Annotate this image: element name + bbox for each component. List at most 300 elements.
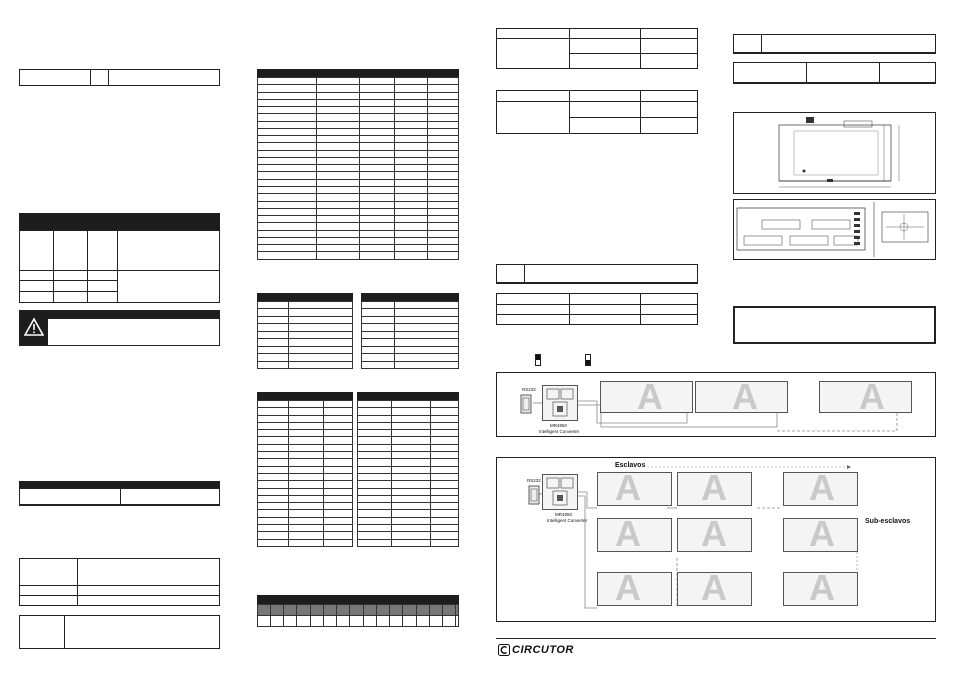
- table-cell: [456, 616, 459, 627]
- table-cell: [289, 466, 324, 473]
- table-cell: [358, 422, 392, 429]
- table-cell: [392, 466, 431, 473]
- table-cell: [258, 616, 271, 627]
- table-cell: [258, 473, 289, 480]
- rs232-label-2: RS232: [527, 478, 541, 483]
- table-cell: [392, 415, 431, 422]
- table-cell: [289, 437, 324, 444]
- table-row: [258, 437, 353, 444]
- table-cell: [360, 136, 395, 143]
- table-cell: [258, 316, 289, 323]
- table-cell: [358, 525, 392, 532]
- table-cell: [360, 99, 395, 106]
- table-cell: [358, 495, 392, 502]
- table-cell: [395, 107, 428, 114]
- table-cell: [258, 208, 317, 215]
- table-cell: [358, 473, 392, 480]
- table-cell: [317, 194, 360, 201]
- table-cell: [431, 539, 459, 546]
- table-cell: [360, 172, 395, 179]
- table-cell: [395, 128, 428, 135]
- device-1-letter: A: [637, 376, 663, 417]
- table-cell: [428, 85, 459, 92]
- table-cell: [258, 422, 289, 429]
- table-cell: [311, 616, 324, 627]
- table-cell: [362, 331, 395, 338]
- table-cell: [431, 532, 459, 539]
- table-cell: [395, 121, 428, 128]
- table-row: [358, 503, 459, 510]
- table-cell: [431, 525, 459, 532]
- table-c: [257, 400, 353, 547]
- table-row: [358, 488, 459, 495]
- table-row: [258, 208, 459, 215]
- table-b: [361, 301, 459, 369]
- table-cell: [358, 481, 392, 488]
- table-cell: [258, 230, 317, 237]
- table-cell: [395, 143, 428, 150]
- table-row: [358, 473, 459, 480]
- table-row: [258, 503, 353, 510]
- table-cell: [289, 324, 353, 331]
- table-cell: [258, 517, 289, 524]
- table-cell: [395, 99, 428, 106]
- table-cell: [395, 165, 428, 172]
- dip-switch-on-icon: [535, 354, 541, 366]
- table-row: [358, 466, 459, 473]
- table-cell: [428, 165, 459, 172]
- slave-device-8-letter: A: [701, 567, 727, 608]
- table-cell: [443, 605, 456, 616]
- table-cell: [431, 473, 459, 480]
- converter-model: MR4850: [550, 423, 568, 428]
- table-cell: [430, 616, 443, 627]
- table-cell: [258, 408, 289, 415]
- table-cell: [289, 532, 324, 539]
- table-cell: [324, 422, 353, 429]
- table-cell: [428, 78, 459, 85]
- table-cell: [324, 452, 353, 459]
- table-cell: [358, 466, 392, 473]
- table-j: [733, 62, 936, 84]
- table-cell: [289, 444, 324, 451]
- table-cell: [324, 510, 353, 517]
- table-row: [258, 114, 459, 121]
- table-cell: [362, 324, 395, 331]
- table-cell: [395, 230, 428, 237]
- table-cell: [258, 179, 317, 186]
- table-cell: [395, 92, 428, 99]
- table-cell: [392, 422, 431, 429]
- table-cell: [258, 157, 317, 164]
- table-cell: [350, 616, 364, 627]
- table-row: [258, 339, 353, 346]
- table-cell: [258, 430, 289, 437]
- table-cell: [395, 252, 428, 260]
- table-row: [258, 245, 459, 252]
- table-cell: [284, 616, 297, 627]
- table-cell: [428, 208, 459, 215]
- table-cell: [289, 517, 324, 524]
- warning-box: [19, 310, 220, 346]
- table-mid: [19, 488, 220, 506]
- subslaves-label: Sub-esclavos: [865, 518, 911, 525]
- table-cell: [317, 165, 360, 172]
- table-cell: [258, 172, 317, 179]
- table-cell: [258, 201, 317, 208]
- table-row: [258, 473, 353, 480]
- table-cell: [431, 430, 459, 437]
- table-cell: [258, 216, 317, 223]
- table-cell: [395, 78, 428, 85]
- table-cell: [324, 495, 353, 502]
- table-cell: [390, 605, 403, 616]
- bit-table-header: [257, 595, 459, 604]
- table-row: [258, 616, 459, 627]
- table-cell: [431, 510, 459, 517]
- table-cell: [362, 354, 395, 361]
- table-cell: [324, 605, 337, 616]
- table-cell: [428, 230, 459, 237]
- table-cell: [289, 503, 324, 510]
- table-h: [496, 293, 698, 325]
- table-cell: [324, 444, 353, 451]
- table-row: [258, 444, 353, 451]
- table-cell: [258, 252, 317, 260]
- table-cell: [428, 150, 459, 157]
- table-row: [362, 309, 459, 316]
- table-row: [258, 223, 459, 230]
- table-row: [358, 525, 459, 532]
- table-row: [258, 354, 353, 361]
- table-cell: [395, 354, 459, 361]
- table-cell: [428, 237, 459, 244]
- table-row: [358, 452, 459, 459]
- table-cell: [392, 473, 431, 480]
- table-cell: [360, 237, 395, 244]
- table-row: [358, 517, 459, 524]
- table-row: [358, 532, 459, 539]
- table-cell: [258, 143, 317, 150]
- table-row: [362, 361, 459, 369]
- table-cell: [358, 415, 392, 422]
- slave-device-3-letter: A: [809, 467, 835, 508]
- table-row: [258, 252, 459, 260]
- table-cell: [360, 92, 395, 99]
- table-cell: [289, 495, 324, 502]
- table-cell: [428, 136, 459, 143]
- table-c-header: [257, 392, 353, 400]
- table-cell: [358, 459, 392, 466]
- table-cell: [271, 616, 284, 627]
- table-cell: [431, 517, 459, 524]
- table-row: [258, 488, 353, 495]
- table-cell: [431, 488, 459, 495]
- table-row: [258, 121, 459, 128]
- table-b-header: [361, 293, 459, 301]
- table-cell: [297, 605, 311, 616]
- table-cell: [358, 517, 392, 524]
- table-cell: [395, 186, 428, 193]
- table-cell: [258, 128, 317, 135]
- table-cell: [428, 223, 459, 230]
- table-cell: [317, 245, 360, 252]
- table-cell: [431, 452, 459, 459]
- table-cell: [317, 237, 360, 244]
- table-cell: [358, 437, 392, 444]
- table-cell: [428, 99, 459, 106]
- table-row: [258, 466, 353, 473]
- converter-caption: Intelligent Converter: [539, 429, 580, 434]
- table-cell: [428, 143, 459, 150]
- table-cell: [360, 128, 395, 135]
- slave-device-5-letter: A: [701, 513, 727, 554]
- table-cell: [428, 107, 459, 114]
- table-row: [258, 401, 353, 408]
- table-cell: [289, 422, 324, 429]
- table-row: [358, 539, 459, 546]
- table-row: [258, 346, 353, 353]
- table-cell: [403, 616, 417, 627]
- table-cell: [317, 150, 360, 157]
- table-row: [362, 346, 459, 353]
- table-cell: [417, 605, 430, 616]
- table-cell: [392, 532, 431, 539]
- table-cell: [431, 503, 459, 510]
- table-row: [358, 444, 459, 451]
- table-cell: [317, 121, 360, 128]
- table-cell: [395, 223, 428, 230]
- table-cell: [324, 525, 353, 532]
- table-cell: [317, 186, 360, 193]
- table-cell: [395, 302, 459, 309]
- table-a-header: [257, 293, 353, 301]
- table-bottom: [19, 615, 220, 649]
- table-cell: [430, 605, 443, 616]
- table-cell: [258, 495, 289, 502]
- table-cell: [392, 510, 431, 517]
- table-row: [258, 331, 353, 338]
- table-cell: [395, 237, 428, 244]
- table-cell: [395, 136, 428, 143]
- table-cell: [289, 481, 324, 488]
- table-cell: [392, 517, 431, 524]
- table-cell: [258, 78, 317, 85]
- table-d-header: [357, 392, 459, 400]
- table-cell: [358, 408, 392, 415]
- table-row: [258, 539, 353, 546]
- table-cell: [360, 186, 395, 193]
- table-cell: [289, 361, 353, 369]
- table-cell: [395, 208, 428, 215]
- table-cell: [360, 143, 395, 150]
- table-cell: [431, 415, 459, 422]
- table-row: [258, 605, 459, 616]
- diagram-top: [496, 372, 936, 437]
- table-cell: [395, 157, 428, 164]
- table-cell: [317, 208, 360, 215]
- table-cell: [337, 605, 350, 616]
- table-cell: [392, 525, 431, 532]
- table-row: [258, 150, 459, 157]
- table-row: [362, 354, 459, 361]
- table-cell: [289, 339, 353, 346]
- table-cell: [360, 179, 395, 186]
- table-cell: [258, 136, 317, 143]
- table-cell: [289, 331, 353, 338]
- table-cell: [317, 85, 360, 92]
- table-cell: [258, 401, 289, 408]
- table-cell: [395, 194, 428, 201]
- converter-model-2: MR4850: [555, 512, 573, 517]
- warning-icon: [24, 317, 44, 337]
- table-row: [258, 517, 353, 524]
- table-cell: [258, 437, 289, 444]
- table-cell: [392, 401, 431, 408]
- slave-device-9-letter: A: [809, 567, 835, 608]
- table-cell: [258, 165, 317, 172]
- table-cell: [258, 503, 289, 510]
- table-cell: [289, 539, 324, 546]
- table-cell: [258, 92, 317, 99]
- slave-device-2-letter: A: [701, 467, 727, 508]
- table-cell: [362, 309, 395, 316]
- table-cell: [258, 237, 317, 244]
- table-row: [358, 408, 459, 415]
- table-cell: [392, 488, 431, 495]
- table-row: [258, 415, 353, 422]
- table-cell: [431, 437, 459, 444]
- table-cell: [431, 422, 459, 429]
- table-cell: [377, 605, 390, 616]
- table-header-bar: [19, 213, 220, 230]
- table-cell: [258, 324, 289, 331]
- table-row: [258, 216, 459, 223]
- table-row: [362, 324, 459, 331]
- table-header-bar-2: [19, 481, 220, 488]
- table-cell: [360, 107, 395, 114]
- table-row: [258, 459, 353, 466]
- brand-name: CIRCUTOR: [512, 644, 574, 656]
- table-cell: [324, 488, 353, 495]
- table-cell: [428, 179, 459, 186]
- table-top-small: [19, 69, 220, 86]
- table-cell: [284, 605, 297, 616]
- table-cell: [324, 408, 353, 415]
- table-cell: [377, 616, 390, 627]
- table-cell: [337, 616, 350, 627]
- table-cell: [358, 503, 392, 510]
- table-cell: [258, 150, 317, 157]
- table-cell: [258, 466, 289, 473]
- table-cell: [360, 223, 395, 230]
- table-cell: [364, 605, 377, 616]
- table-cell: [431, 408, 459, 415]
- table-row: [362, 331, 459, 338]
- device-front-drawing: [733, 199, 936, 260]
- table-cell: [258, 339, 289, 346]
- table-row: [258, 532, 353, 539]
- table-cell: [258, 415, 289, 422]
- table-row: [358, 459, 459, 466]
- table-cell: [360, 201, 395, 208]
- table-cell: [258, 452, 289, 459]
- table-row: [258, 316, 353, 323]
- table-cell: [360, 208, 395, 215]
- table-cell: [362, 302, 395, 309]
- table-cell: [431, 459, 459, 466]
- table-row: [258, 525, 353, 532]
- table-cell: [324, 437, 353, 444]
- table-row: [258, 165, 459, 172]
- device-2-letter: A: [732, 376, 758, 417]
- slave-device-6-letter: A: [809, 513, 835, 554]
- table-cell: [289, 452, 324, 459]
- table-cell: [258, 532, 289, 539]
- table-cell: [431, 466, 459, 473]
- table-lower: [19, 558, 220, 606]
- table-cell: [258, 245, 317, 252]
- register-table-header: [257, 69, 459, 77]
- note-box: [733, 306, 936, 344]
- table-cell: [395, 331, 459, 338]
- table-row: [258, 230, 459, 237]
- table-cell: [395, 245, 428, 252]
- table-cell: [360, 157, 395, 164]
- table-row: [258, 92, 459, 99]
- table-cell: [289, 354, 353, 361]
- table-cell: [324, 532, 353, 539]
- table-cell: [289, 401, 324, 408]
- table-cell: [392, 503, 431, 510]
- table-cell: [317, 143, 360, 150]
- table-cell: [395, 85, 428, 92]
- table-cell: [271, 605, 284, 616]
- table-row: [258, 143, 459, 150]
- table-cell: [258, 459, 289, 466]
- table-cell: [317, 216, 360, 223]
- table-e: [496, 28, 698, 69]
- device-3-letter: A: [859, 376, 885, 417]
- table-cell: [392, 459, 431, 466]
- slave-device-4-letter: A: [615, 513, 641, 554]
- table-cell: [358, 401, 392, 408]
- slave-device-7-letter: A: [615, 567, 641, 608]
- register-table: [257, 77, 459, 260]
- table-cell: [258, 525, 289, 532]
- table-cell: [324, 466, 353, 473]
- table-cell: [324, 459, 353, 466]
- table-cell: [358, 488, 392, 495]
- table-cell: [395, 346, 459, 353]
- table-cell: [289, 473, 324, 480]
- table-cell: [395, 316, 459, 323]
- table-cell: [395, 216, 428, 223]
- table-cell: [428, 216, 459, 223]
- table-row: [258, 78, 459, 85]
- table-row: [358, 415, 459, 422]
- table-row: [358, 430, 459, 437]
- table-cell: [428, 157, 459, 164]
- table-cell: [431, 401, 459, 408]
- table-cell: [395, 324, 459, 331]
- table-cell: [358, 430, 392, 437]
- table-cell: [324, 517, 353, 524]
- table-row: [258, 237, 459, 244]
- table-cell: [428, 172, 459, 179]
- table-cell: [317, 223, 360, 230]
- table-row: [258, 302, 353, 309]
